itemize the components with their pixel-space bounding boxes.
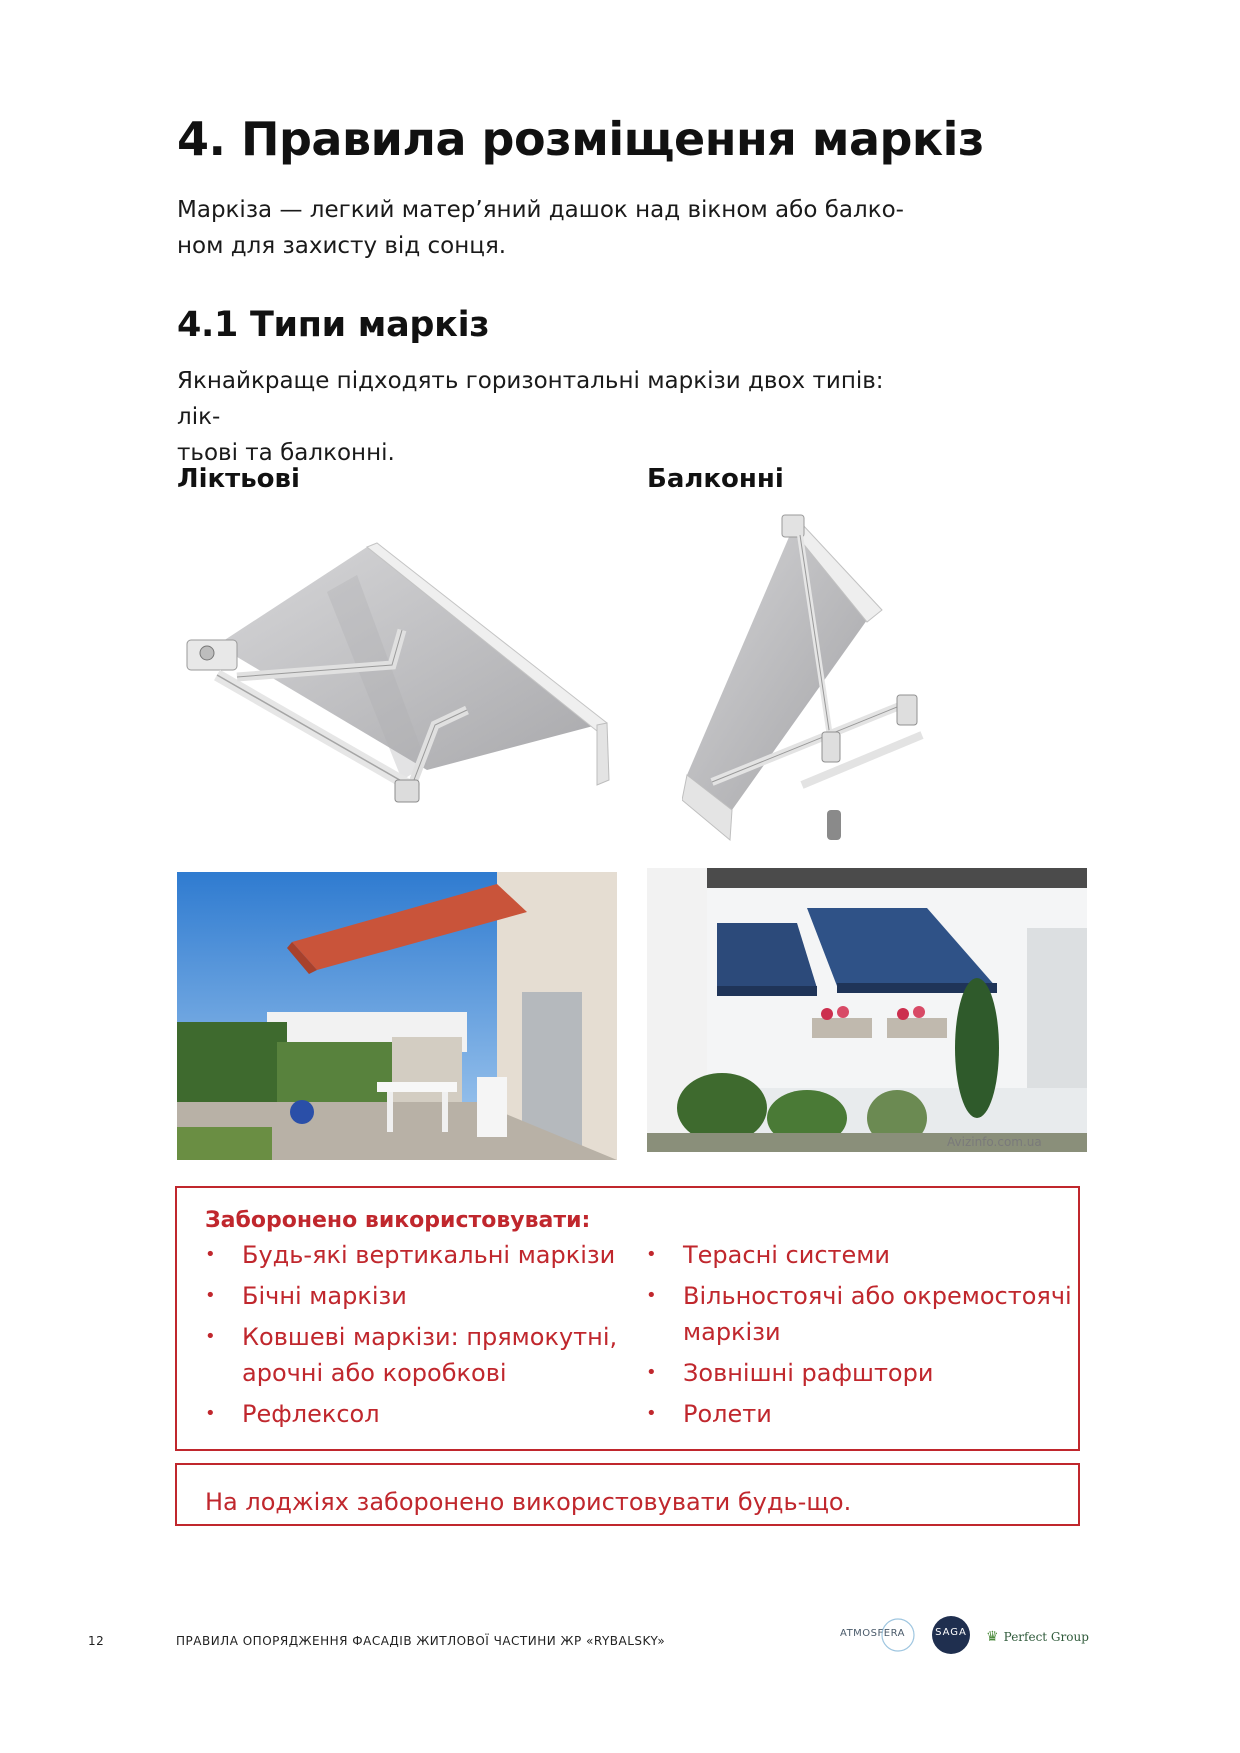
section-line-1: Якнайкраще підходять горизонтальні маркізи двох типів: лік- — [177, 368, 884, 430]
forbidden-item: • Зовнішні рафштори — [643, 1355, 1073, 1391]
atmosfera-logo — [838, 1615, 916, 1655]
forbidden-item: • Ролети — [643, 1396, 1073, 1432]
loggia-note: На лоджіях заборонено використовувати будь-що. — [205, 1488, 852, 1516]
type-balcony-label: Балконні — [647, 464, 784, 494]
intro-paragraph — [177, 192, 917, 264]
forbidden-list-left — [202, 1237, 622, 1437]
page-number: 12 — [88, 1634, 105, 1648]
atmosfera-text: ATMOSFERA — [840, 1628, 905, 1639]
forbidden-item: • Ковшеві маркізи: прямокутні, арочні або коробкові — [202, 1319, 622, 1391]
type-elbow-label: Ліктьові — [177, 464, 300, 494]
section-paragraph — [177, 363, 917, 471]
intro-line-2: ном для захисту від сонця. — [177, 233, 507, 259]
section-line-2: тьові та балконні. — [177, 440, 395, 466]
elbow-awning-illustration — [177, 535, 617, 815]
intro-line-1: Маркіза — легкий матер’яний дашок над вікном або балко- — [177, 197, 904, 223]
forbidden-list-right — [643, 1237, 1073, 1437]
saga-logo — [932, 1616, 970, 1654]
page-title: 4. Правила розміщення маркіз — [177, 112, 985, 166]
forbidden-item: • Вільностоячі або окремостоячі маркізи — [643, 1278, 1073, 1350]
footer-title: ПРАВИЛА ОПОРЯДЖЕННЯ ФАСАДІВ ЖИТЛОВОЇ ЧАСТИНИ ЖР «RYBALSKY» — [176, 1634, 666, 1648]
saga-text: SAGA — [935, 1627, 967, 1638]
forbidden-item: • Будь-які вертикальні маркізи — [202, 1237, 622, 1273]
elbow-awning-photo — [177, 872, 617, 1160]
perfect-group-logo — [986, 1626, 1089, 1645]
forbidden-title: Заборонено використовувати: — [205, 1208, 591, 1233]
forbidden-item: • Бічні маркізи — [202, 1278, 622, 1314]
section-title: 4.1 Типи маркіз — [177, 305, 490, 345]
forbidden-item: • Рефлексол — [202, 1396, 622, 1432]
perfect-group-text: Perfect Group — [1003, 1630, 1089, 1644]
balcony-awning-illustration — [682, 510, 1002, 850]
balcony-awning-photo — [647, 868, 1087, 1152]
crown-icon: ♛ — [986, 1629, 999, 1645]
forbidden-item: • Терасні системи — [643, 1237, 1073, 1273]
photo-watermark: Avizinfo.com.ua — [947, 1135, 1042, 1149]
